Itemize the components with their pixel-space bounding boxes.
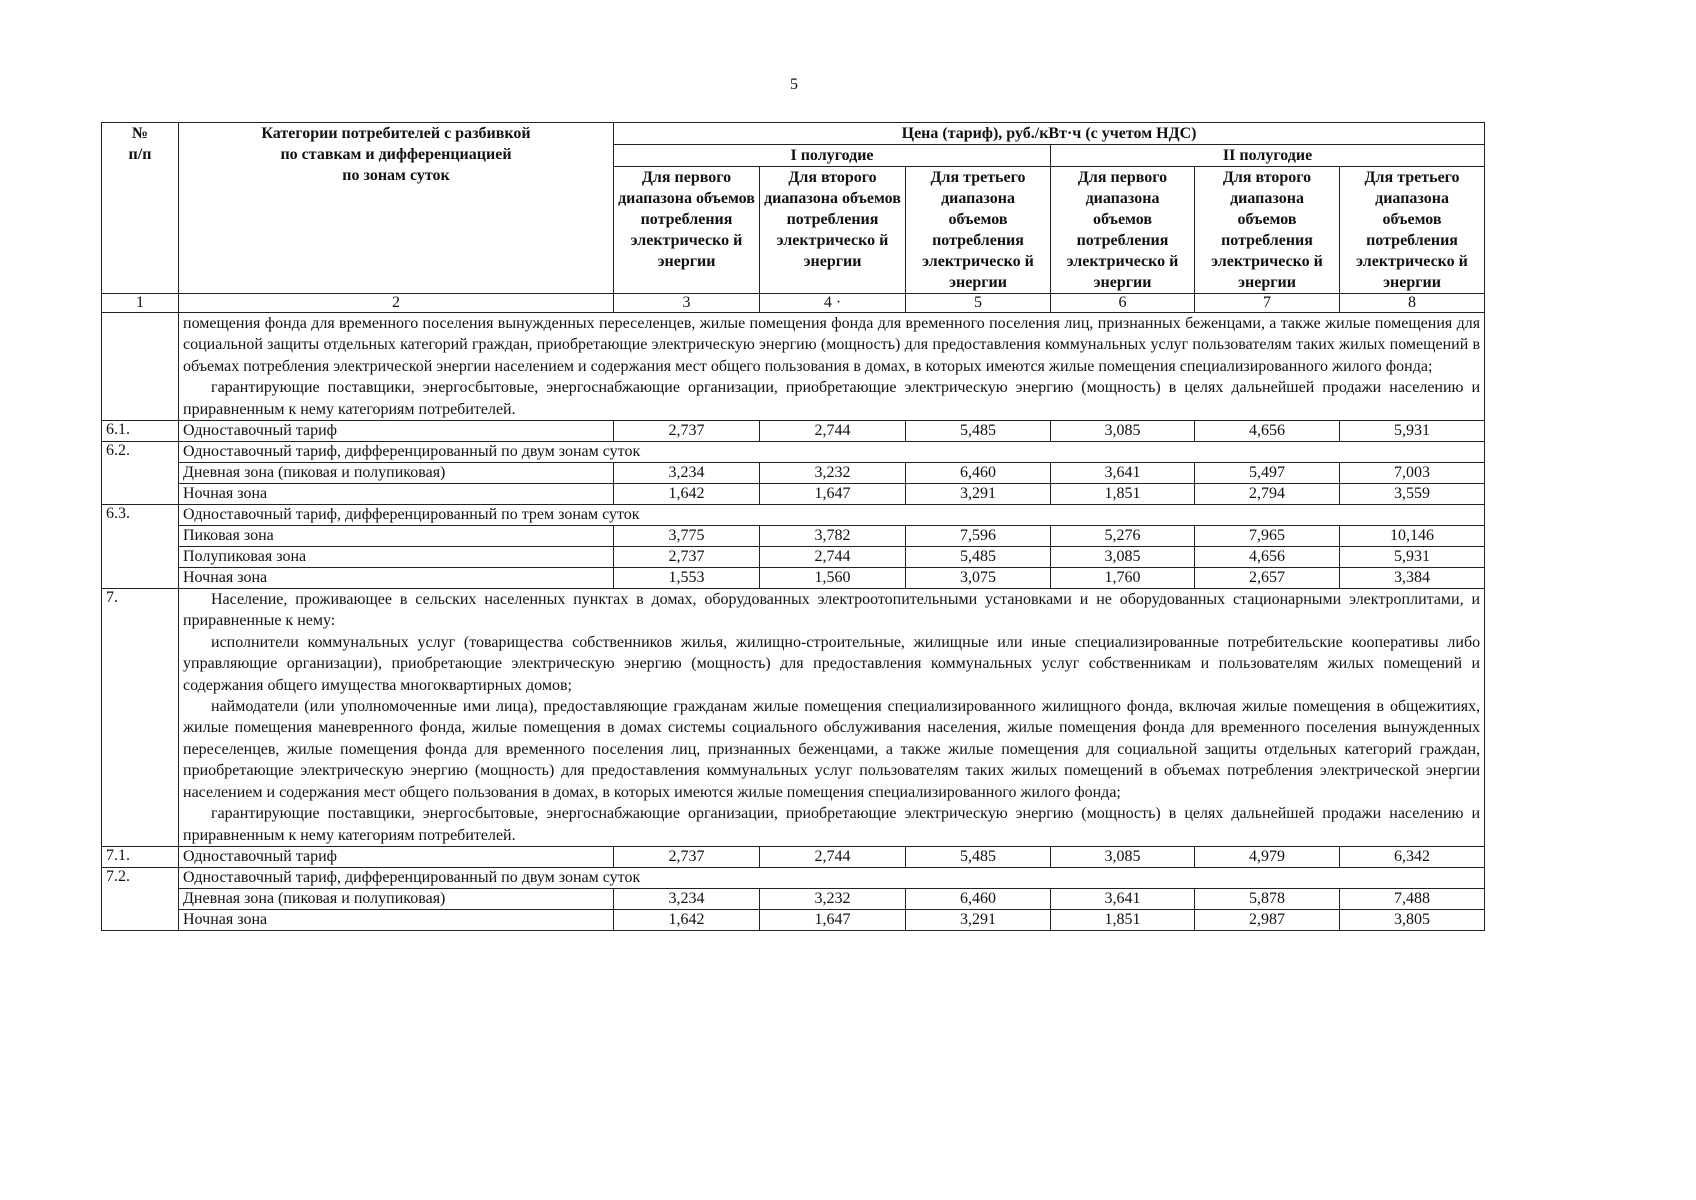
value-cell: 3,805 bbox=[1340, 909, 1485, 930]
value-cell: 1,642 bbox=[614, 909, 760, 930]
table-row bbox=[102, 505, 1485, 526]
table-row-block7 bbox=[102, 589, 1485, 847]
row-name: Ночная зона bbox=[179, 568, 614, 589]
header-range-6: Для третьего диапазона объемов потребления электрическо й энергии bbox=[1340, 167, 1485, 294]
paragraph: исполнители коммунальных услуг (товарищества собственников жилья, жилищно-строительные, жилищные или иные специализированные потребительские кооперативы либо управляющие организации), приобретающие электрическую энергию (мощность) для предоставления коммунальных услуг собственникам и пользователям жилых помещений и содержания общего имущества многоквартирных домов; bbox=[183, 633, 1481, 694]
value-cell: 2,737 bbox=[614, 846, 760, 867]
col-number: 4 · bbox=[760, 294, 906, 313]
row-number bbox=[102, 313, 179, 421]
value-cell: 3,641 bbox=[1051, 463, 1195, 484]
value-cell: 3,782 bbox=[760, 526, 906, 547]
value-cell: 2,987 bbox=[1195, 909, 1340, 930]
paragraph: наймодатели (или уполномоченные ими лица), предоставляющие гражданам жилые помещения специализированного жилищного фонда, включая жилые помещения в общежитиях, жилые помещения маневренного фонда, жилые помещения в домах системы социального обслуживания населения, жилые помещения фонда для временного поселения вынужденных переселенцев, жилые помещения фонда для временного поселения лиц, признанных беженцами, а также жилые помещения для социальной защиты отдельных категорий граждан, приобретающие электрическую энергию (мощность) для предоставления коммунальных услуг пользователям таких жилых помещений в объемах потребления электрической энергии населением и содержания мест общего пользования в домах, в которых имеются жилые помещения специализированного жилого фонда; bbox=[183, 698, 1481, 801]
table-row bbox=[102, 463, 1485, 484]
row-name: Одноставочный тариф bbox=[179, 421, 614, 442]
value-cell: 2,744 bbox=[760, 421, 906, 442]
value-cell: 2,737 bbox=[614, 421, 760, 442]
value-cell: 5,931 bbox=[1340, 421, 1485, 442]
value-cell: 1,647 bbox=[760, 909, 906, 930]
value-cell: 7,003 bbox=[1340, 463, 1485, 484]
value-cell: 6,460 bbox=[906, 888, 1051, 909]
value-cell: 5,485 bbox=[906, 421, 1051, 442]
value-cell: 1,760 bbox=[1051, 568, 1195, 589]
header-range-1: Для первого диапазона объемов потребления электрическо й энергии bbox=[614, 167, 760, 294]
value-cell: 5,497 bbox=[1195, 463, 1340, 484]
table-row bbox=[102, 909, 1485, 930]
value-cell: 2,794 bbox=[1195, 484, 1340, 505]
value-cell: 5,878 bbox=[1195, 888, 1340, 909]
row-name: Ночная зона bbox=[179, 909, 614, 930]
tariff-table bbox=[101, 122, 1485, 931]
col-number: 5 bbox=[906, 294, 1051, 313]
paragraph: помещения фонда для временного поселения вынужденных переселенцев, жилые помещения фонда для временного поселения лиц, признанных беженцами, а также жилые помещения для социальной защиты отдельных категорий граждан, приобретающие электрическую энергию (мощность) для предоставления коммунальных услуг пользователям таких жилых помещений в объемах потребления электрической энергии населением и содержания мест общего пользования в домах, в которых имеются жилые помещения специализированного жилого фонда; bbox=[183, 315, 1481, 375]
table-row bbox=[102, 484, 1485, 505]
value-cell: 7,965 bbox=[1195, 526, 1340, 547]
value-cell: 3,291 bbox=[906, 484, 1051, 505]
header-half-2: II полугодие bbox=[1051, 145, 1485, 167]
value-cell: 3,234 bbox=[614, 888, 760, 909]
value-cell: 3,234 bbox=[614, 463, 760, 484]
value-cell: 1,851 bbox=[1051, 484, 1195, 505]
value-cell: 3,384 bbox=[1340, 568, 1485, 589]
table-row bbox=[102, 867, 1485, 888]
value-cell: 3,641 bbox=[1051, 888, 1195, 909]
paragraph: гарантирующие поставщики, энергосбытовые, энергоснабжающие организации, приобретающие электрическую энергию (мощность) в целях дальнейшей продажи населению и приравненным к нему категориям потребителей. bbox=[183, 379, 1481, 418]
row-name: Одноставочный тариф, дифференцированный по трем зонам суток bbox=[179, 505, 1485, 526]
value-cell: 10,146 bbox=[1340, 526, 1485, 547]
row-number: 6.1. bbox=[102, 421, 179, 442]
row-name: Дневная зона (пиковая и полупиковая) bbox=[179, 463, 614, 484]
paragraph: гарантирующие поставщики, энергосбытовые, энергоснабжающие организации, приобретающие электрическую энергию (мощность) в целях дальнейшей продажи населению и приравненным к нему категориям потребителей. bbox=[183, 805, 1481, 844]
row-name: Полупиковая зона bbox=[179, 547, 614, 568]
value-cell: 5,485 bbox=[906, 547, 1051, 568]
table-row-block6 bbox=[102, 313, 1485, 421]
row-name: Одноставочный тариф, дифференцированный по двум зонам суток bbox=[179, 867, 1485, 888]
value-cell: 1,851 bbox=[1051, 909, 1195, 930]
value-cell: 1,642 bbox=[614, 484, 760, 505]
value-cell: 3,085 bbox=[1051, 547, 1195, 568]
col-number: 8 bbox=[1340, 294, 1485, 313]
value-cell: 7,488 bbox=[1340, 888, 1485, 909]
row-name: Дневная зона (пиковая и полупиковая) bbox=[179, 888, 614, 909]
header-price-title: Цена (тариф), руб./кВт·ч (с учетом НДС) bbox=[614, 123, 1485, 145]
col-number: 1 bbox=[102, 294, 179, 313]
row-number: 6.2. bbox=[102, 442, 179, 505]
value-cell: 4,979 bbox=[1195, 846, 1340, 867]
header-category: Категории потребителей с разбивкой по ставкам и дифференциацией по зонам суток bbox=[179, 123, 614, 294]
col-number: 7 bbox=[1195, 294, 1340, 313]
row-name: Ночная зона bbox=[179, 484, 614, 505]
table-row bbox=[102, 526, 1485, 547]
header-range-4: Для первого диапазона объемов потребления электрическо й энергии bbox=[1051, 167, 1195, 294]
col-number: 6 bbox=[1051, 294, 1195, 313]
row-number: 6.3. bbox=[102, 505, 179, 589]
table-row bbox=[102, 846, 1485, 867]
value-cell: 3,775 bbox=[614, 526, 760, 547]
value-cell: 3,232 bbox=[760, 888, 906, 909]
col-number: 3 bbox=[614, 294, 760, 313]
header-range-3: Для третьего диапазона объемов потребления электрическо й энергии bbox=[906, 167, 1051, 294]
category-description bbox=[179, 589, 1485, 847]
value-cell: 3,075 bbox=[906, 568, 1051, 589]
value-cell: 3,559 bbox=[1340, 484, 1485, 505]
value-cell: 1,560 bbox=[760, 568, 906, 589]
row-name: Одноставочный тариф bbox=[179, 846, 614, 867]
value-cell: 6,460 bbox=[906, 463, 1051, 484]
paragraph: Население, проживающее в сельских населенных пунктах в домах, оборудованных электроотопительными установками и не оборудованных стационарными электроплитами, и приравненные к нему: bbox=[183, 591, 1481, 630]
row-number: 7.2. bbox=[102, 867, 179, 930]
header-range-5: Для второго диапазона объемов потребления электрическо й энергии bbox=[1195, 167, 1340, 294]
table-row bbox=[102, 547, 1485, 568]
value-cell: 4,656 bbox=[1195, 547, 1340, 568]
value-cell: 2,744 bbox=[760, 547, 906, 568]
value-cell: 5,931 bbox=[1340, 547, 1485, 568]
value-cell: 1,647 bbox=[760, 484, 906, 505]
page-number: 5 bbox=[790, 76, 798, 93]
row-number: 7. bbox=[102, 589, 179, 847]
header-half-1: I полугодие bbox=[614, 145, 1051, 167]
value-cell: 4,656 bbox=[1195, 421, 1340, 442]
value-cell: 3,085 bbox=[1051, 846, 1195, 867]
value-cell: 3,232 bbox=[760, 463, 906, 484]
row-number: 7.1. bbox=[102, 846, 179, 867]
row-name: Пиковая зона bbox=[179, 526, 614, 547]
col-number: 2 bbox=[179, 294, 614, 313]
value-cell: 2,737 bbox=[614, 547, 760, 568]
table-row bbox=[102, 421, 1485, 442]
value-cell: 7,596 bbox=[906, 526, 1051, 547]
header-row-title bbox=[102, 123, 1485, 145]
header-number: № п/п bbox=[102, 123, 179, 294]
value-cell: 3,291 bbox=[906, 909, 1051, 930]
value-cell: 5,276 bbox=[1051, 526, 1195, 547]
value-cell: 1,553 bbox=[614, 568, 760, 589]
category-description bbox=[179, 313, 1485, 421]
table-row bbox=[102, 442, 1485, 463]
header-range-2: Для второго диапазона объемов потребления электрическо й энергии bbox=[760, 167, 906, 294]
value-cell: 5,485 bbox=[906, 846, 1051, 867]
column-numbers-row bbox=[102, 294, 1485, 313]
value-cell: 3,085 bbox=[1051, 421, 1195, 442]
table-row bbox=[102, 568, 1485, 589]
value-cell: 2,657 bbox=[1195, 568, 1340, 589]
value-cell: 6,342 bbox=[1340, 846, 1485, 867]
value-cell: 2,744 bbox=[760, 846, 906, 867]
row-name: Одноставочный тариф, дифференцированный по двум зонам суток bbox=[179, 442, 1485, 463]
table-row bbox=[102, 888, 1485, 909]
